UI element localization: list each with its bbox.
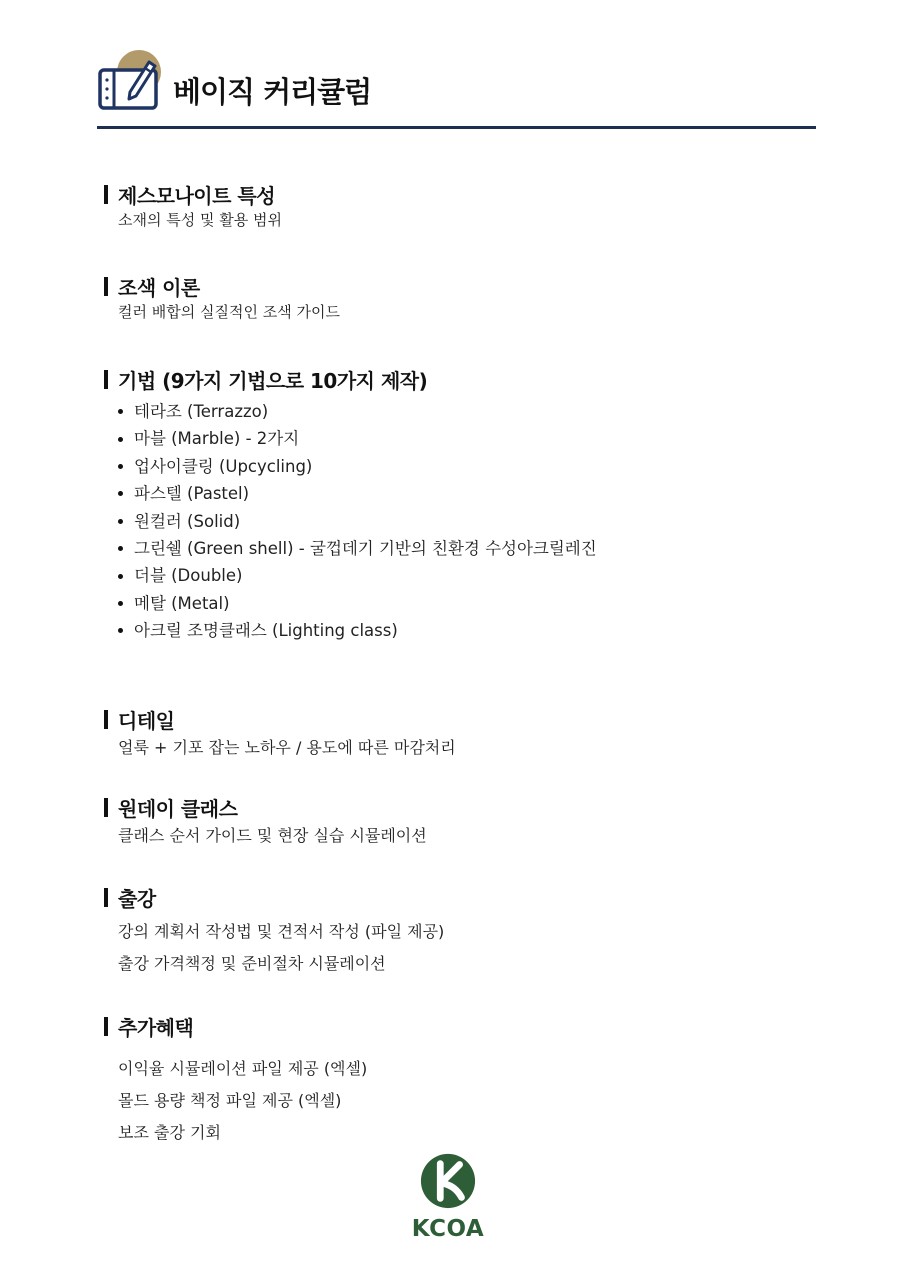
section-marker [104, 710, 108, 729]
section-title: 출강 [118, 886, 156, 911]
list-item: 원컬러 (Solid) [118, 508, 597, 535]
section-line: 보조 출강 기회 [118, 1123, 221, 1142]
list-item: 메탈 (Metal) [118, 590, 597, 617]
curriculum-notebook-pencil-icon [97, 48, 161, 112]
technique-list [118, 398, 597, 645]
list-item: 그린쉘 (Green shell) - 굴껍데기 기반의 친환경 수성아크릴레진 [118, 535, 597, 562]
section-color-theory [104, 273, 340, 325]
section-visiting-lecture [104, 884, 444, 980]
section-marker [104, 277, 108, 296]
section-techniques [104, 366, 597, 645]
section-line: 이익율 시뮬레이션 파일 제공 (엑셀) [118, 1059, 368, 1078]
section-title: 조색 이론 [118, 275, 200, 300]
page-title: 베이직 커리큘럼 [173, 75, 372, 109]
section-benefits [104, 1013, 367, 1149]
section-line: 출강 가격책정 및 준비절차 시뮬레이션 [118, 954, 386, 973]
section-detail [104, 706, 456, 764]
section-title: 원데이 클래스 [118, 796, 238, 821]
list-item: 아크릴 조명클래스 (Lighting class) [118, 617, 597, 644]
section-title: 추가혜택 [118, 1015, 194, 1040]
section-line: 몰드 용량 책정 파일 제공 (엑셀) [118, 1091, 342, 1110]
list-item: 테라조 (Terrazzo) [118, 398, 597, 425]
kcoa-logo-icon [419, 1152, 477, 1210]
section-marker [104, 1017, 108, 1036]
section-line: 컬러 배합의 실질적인 조색 가이드 [118, 303, 340, 321]
section-oneday-class [104, 794, 427, 852]
logo-wordmark: KCOA [411, 1216, 485, 1242]
section-line: 소재의 특성 및 활용 범위 [118, 211, 282, 229]
section-marker [104, 185, 108, 204]
list-item: 마블 (Marble) - 2가지 [118, 425, 597, 452]
section-line: 강의 계획서 작성법 및 견적서 작성 (파일 제공) [118, 922, 445, 941]
section-title: 기법 (9가지 기법으로 10가지 제작) [118, 368, 428, 393]
section-title: 제스모나이트 특성 [118, 183, 276, 208]
list-item: 더블 (Double) [118, 562, 597, 589]
section-line: 클래스 순서 가이드 및 현장 실습 시뮬레이션 [118, 826, 427, 845]
list-item: 업사이클링 (Upcycling) [118, 453, 597, 480]
section-line: 얼룩 + 기포 잡는 노하우 / 용도에 따른 마감처리 [118, 738, 456, 757]
section-title: 디테일 [118, 708, 175, 733]
section-jesmonite [104, 181, 282, 233]
section-marker [104, 370, 108, 389]
section-marker [104, 798, 108, 817]
kcoa-logo [400, 1152, 496, 1248]
list-item: 파스텔 (Pastel) [118, 480, 597, 507]
header-divider [97, 126, 816, 129]
section-marker [104, 888, 108, 907]
page-header [97, 48, 816, 130]
